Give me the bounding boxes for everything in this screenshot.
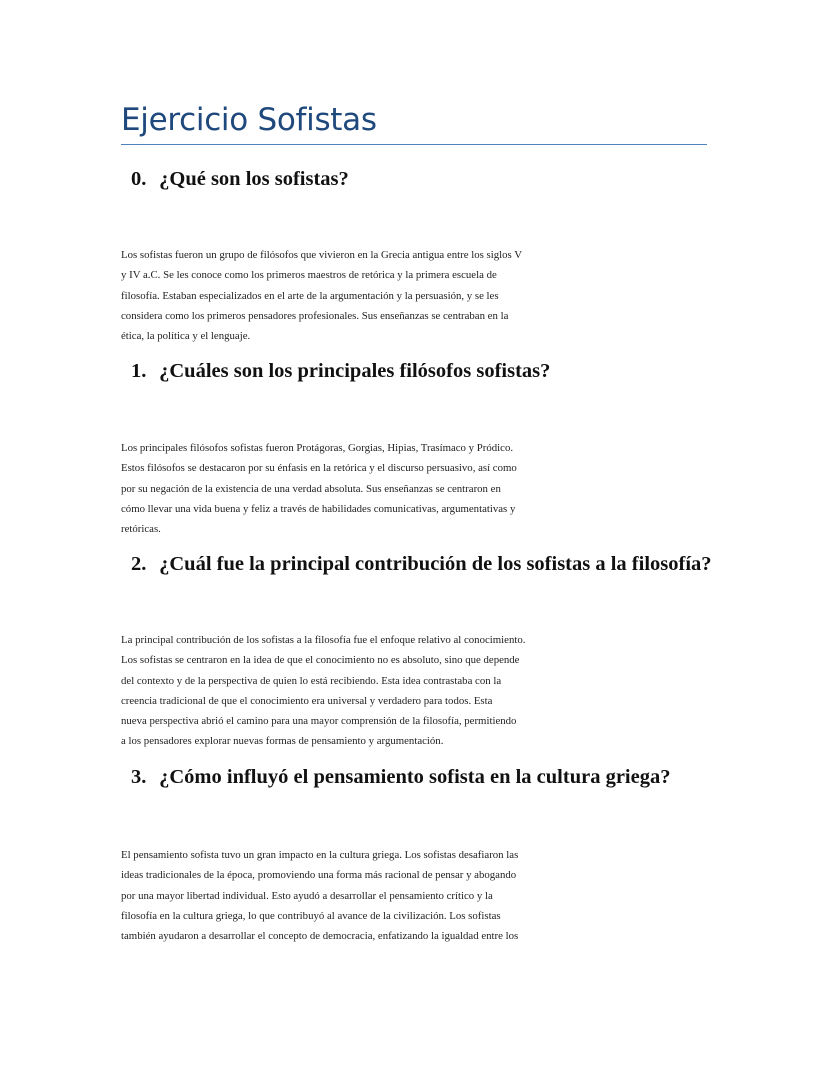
answer-line: Los sofistas fueron un grupo de filósofos que vivieron en la Grecia antigua entre los siglos V — [121, 249, 522, 261]
answer-line: Los principales filósofos sofistas fueron Protágoras, Gorgias, Hipias, Trasímaco y Pródico. — [121, 442, 514, 454]
answer-line: a los pensadores explorar nuevas formas de pensamiento y argumentación. — [121, 735, 444, 748]
section-question: ¿Cómo influyó el pensamiento sofista en la cultura griega? — [159, 766, 671, 788]
answer-line: también ayudaron a desarrollar el concepto de democracia, enfatizando la igualdad entre los — [121, 930, 519, 943]
section-heading-2 — [131, 550, 712, 578]
answer-line: considera como los primeros pensadores profesionales. Sus enseñanzas se centraban en la — [121, 309, 509, 322]
answer-line: Estos filósofos se destacaron por su énfasis en la retórica y el discurso persuasivo, así como — [121, 462, 517, 475]
title-underline — [121, 144, 707, 145]
section-number: 0. — [131, 168, 147, 190]
answer-line: La principal contribución de los sofistas a la filosofía fue el enfoque relativo al conocimiento. — [121, 634, 526, 646]
answer-line: por una mayor libertad individual. Esto ayudó a desarrollar el pensamiento crítico y la — [121, 889, 493, 902]
section-question: ¿Qué son los sofistas? — [159, 168, 349, 190]
answer-line: nueva perspectiva abrió el camino para una mayor comprensión de la filosofía, permitiendo — [121, 715, 517, 728]
section-heading-1 — [131, 357, 550, 385]
answer-line: del contexto y de la perspectiva de quien lo está recibiendo. Esta idea contrastaba con la — [121, 674, 502, 687]
section-answer-0 — [121, 245, 721, 346]
section-answer-2 — [121, 630, 721, 752]
section-answer-1 — [121, 438, 721, 539]
answer-line: filosofía. Estaban especializados en el arte de la argumentación y la persuasión, y se les — [121, 289, 499, 302]
answer-line: Los sofistas se centraron en la idea de que el conocimiento no es absoluto, sino que depende — [121, 654, 520, 667]
section-number: 1. — [131, 360, 147, 382]
answer-line: retóricas. — [121, 523, 161, 536]
section-number: 3. — [131, 766, 147, 788]
answer-line: filosofía en la cultura griega, lo que contribuyó al avance de la civilización. Los sofistas — [121, 909, 501, 922]
document-title: Ejercicio Sofistas — [121, 102, 377, 138]
answer-line: creencia tradicional de que el conocimiento era universal y verdadero para todos. Esta — [121, 694, 493, 707]
answer-line: ideas tradicionales de la época, promoviendo una forma más racional de pensar y abogando — [121, 869, 517, 882]
answer-line: cómo llevar una vida buena y feliz a través de habilidades comunicativas, argumentativas y — [121, 502, 516, 515]
answer-line: por su negación de la existencia de una verdad absoluta. Sus enseñanzas se centraron en — [121, 482, 501, 495]
answer-line: y IV a.C. Se les conoce como los primeros maestros de retórica y la primera escuela de — [121, 269, 497, 282]
section-heading-0 — [131, 165, 349, 193]
section-question: ¿Cuáles son los principales filósofos sofistas? — [159, 360, 551, 382]
section-heading-3 — [131, 763, 670, 791]
answer-line: El pensamiento sofista tuvo un gran impacto en la cultura griega. Los sofistas desafiaron las — [121, 849, 519, 861]
answer-line: ética, la política y el lenguaje. — [121, 330, 251, 343]
section-number: 2. — [131, 553, 147, 575]
section-answer-3 — [121, 845, 721, 946]
section-question: ¿Cuál fue la principal contribución de los sofistas a la filosofía? — [159, 553, 712, 575]
